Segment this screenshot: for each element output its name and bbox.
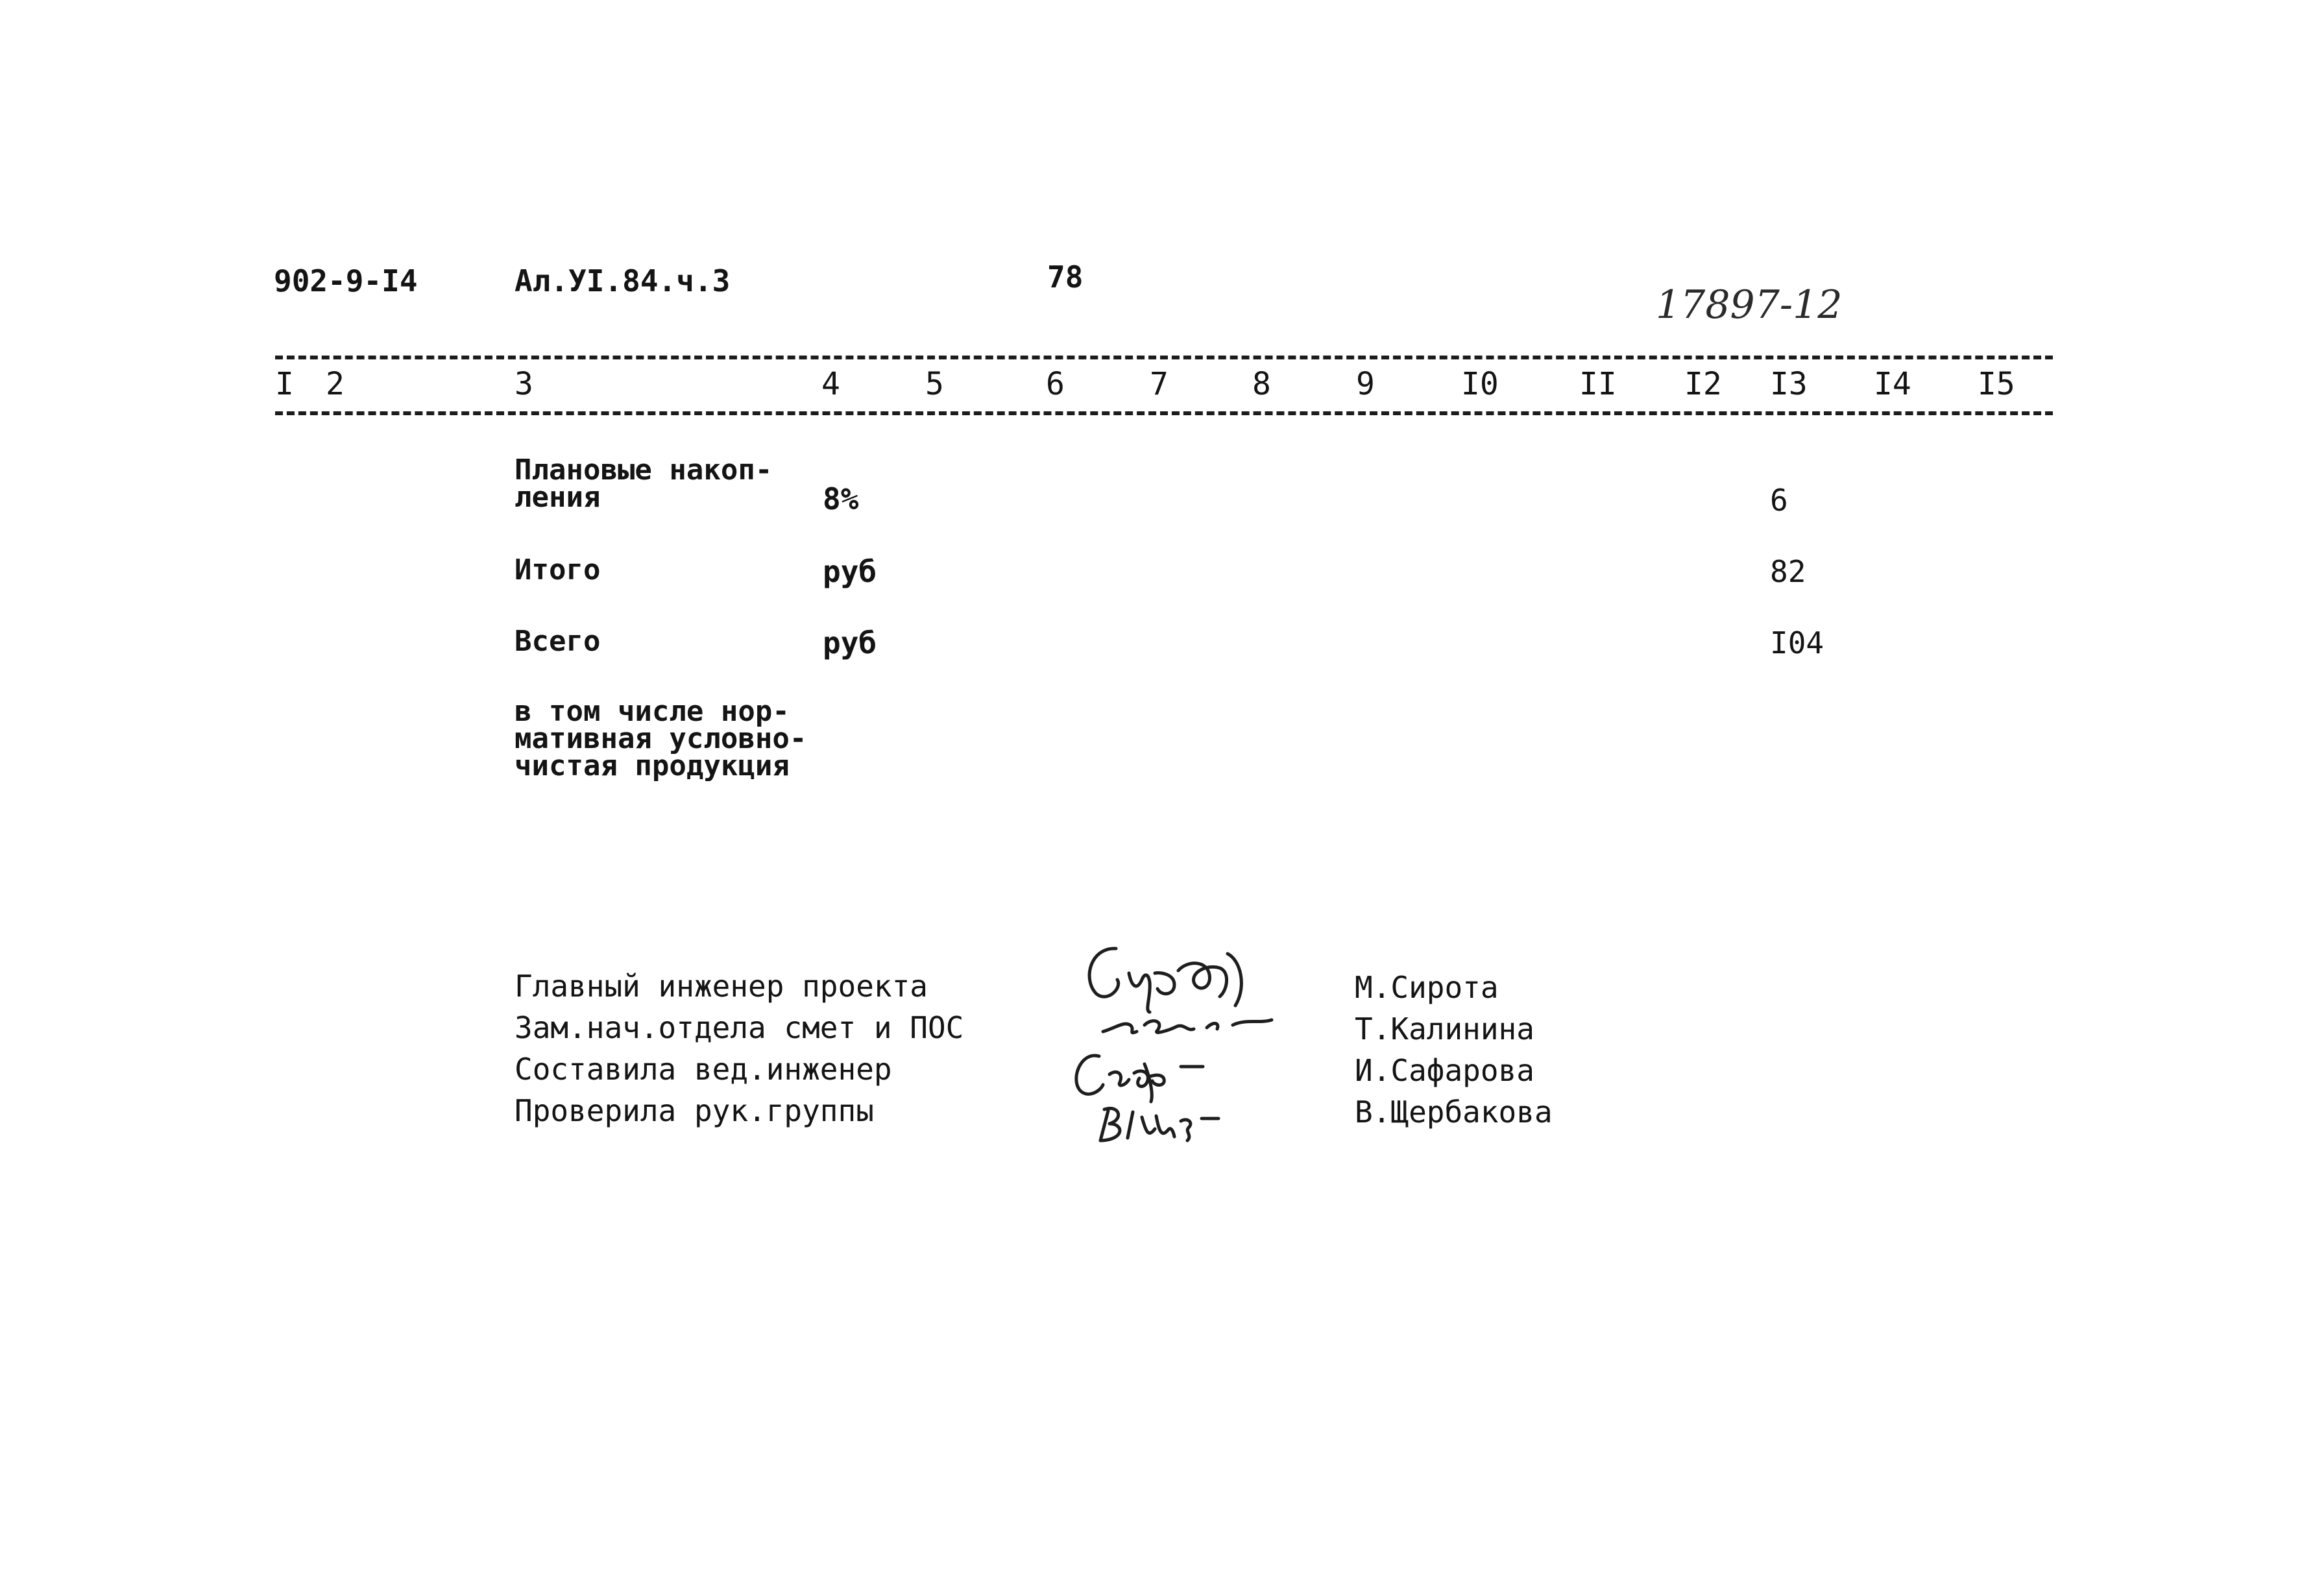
- row-value-planned-savings: 6: [1770, 483, 1788, 518]
- signature-role-compiler: Составила вед.инженер: [515, 1052, 892, 1087]
- signature-name-scherbakova: В.Щербакова: [1355, 1094, 1553, 1130]
- row-value-total: I04: [1770, 625, 1824, 660]
- column-number-1: I: [275, 366, 294, 402]
- column-number-5: 5: [925, 366, 944, 402]
- column-number-2: 2: [326, 366, 345, 402]
- column-number-4: 4: [821, 366, 840, 402]
- column-number-15: I5: [1978, 366, 2015, 402]
- signature-name-safarova: И.Сафарова: [1355, 1053, 1534, 1088]
- column-number-3: 3: [515, 366, 533, 402]
- row-unit-total: руб: [823, 625, 877, 660]
- column-number-7: 7: [1150, 366, 1169, 402]
- handwritten-signature-safarova: [1064, 1045, 1220, 1103]
- row-label-net-production: в том числе нор- мативная условно- чистая продукция: [515, 695, 807, 782]
- column-number-13: I3: [1770, 366, 1808, 402]
- column-number-12: I2: [1684, 366, 1722, 402]
- handwritten-signature-kalinina: [1090, 1006, 1285, 1045]
- signature-role-checker: Проверила рук.группы: [515, 1093, 874, 1128]
- page-number: 78: [1047, 260, 1084, 295]
- row-label-total: Всего: [515, 625, 601, 658]
- column-number-14: I4: [1874, 366, 1911, 402]
- header-top-rule: [275, 356, 2053, 359]
- column-number-9: 9: [1356, 366, 1375, 402]
- project-code: 902-9-I4: [274, 263, 418, 298]
- handwritten-signature-scherbakova: [1090, 1098, 1220, 1150]
- signature-name-sirota: М.Сирота: [1355, 970, 1499, 1005]
- row-label-planned-savings: Плановые накоп- ления: [515, 453, 773, 514]
- row-label-subtotal: Итого: [515, 553, 601, 586]
- header-bottom-rule: [275, 411, 2053, 415]
- column-number-11: II: [1579, 366, 1617, 402]
- row-unit-subtotal: руб: [823, 554, 877, 589]
- signature-role-deputy-head: Зам.нач.отдела смет и ПОС: [515, 1010, 964, 1045]
- signature-role-chief-engineer: Главный инженер проекта: [515, 969, 928, 1004]
- album-reference: Ал.УI.84.ч.3: [515, 263, 731, 298]
- signature-name-kalinina: Т.Калинина: [1355, 1011, 1534, 1046]
- document-number: 17897-12: [1656, 282, 1843, 328]
- row-unit-planned-savings: 8%: [823, 481, 859, 516]
- column-number-10: I0: [1461, 366, 1499, 402]
- column-number-8: 8: [1252, 366, 1271, 402]
- row-value-subtotal: 82: [1770, 554, 1806, 589]
- column-number-6: 6: [1046, 366, 1065, 402]
